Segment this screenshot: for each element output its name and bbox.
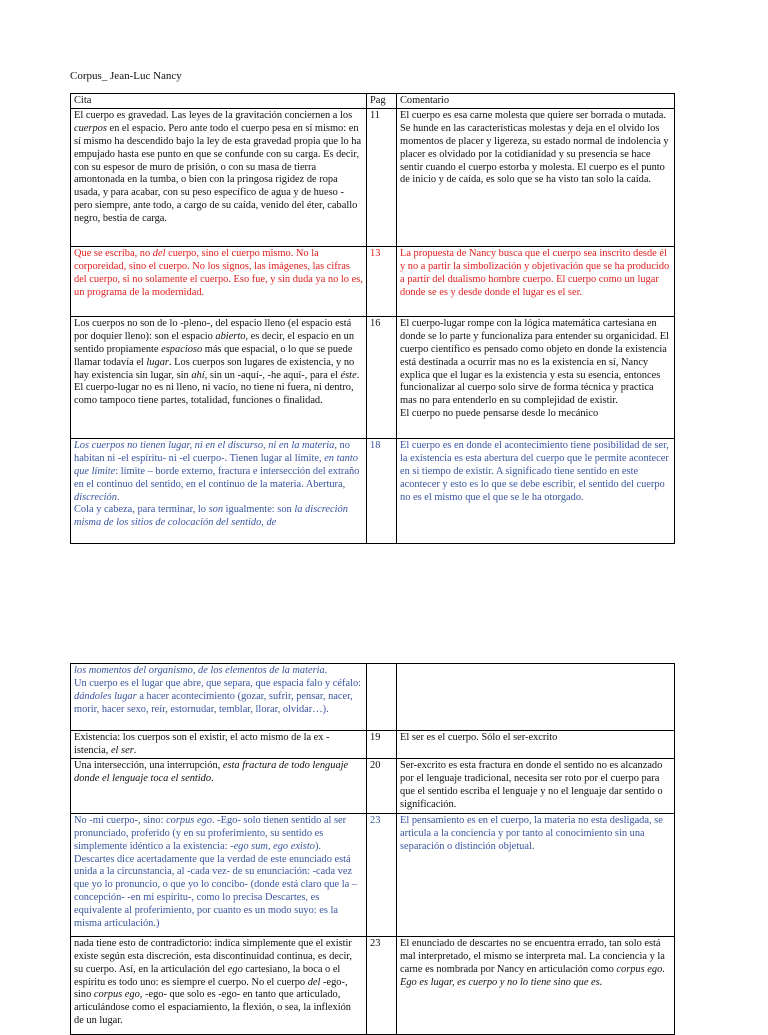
table-row bbox=[71, 108, 675, 246]
quotes-table-continued bbox=[70, 663, 675, 1035]
page-cell: 11 bbox=[367, 108, 397, 246]
quote-cell: Una intersección, una interrupción, esta fractura de todo lenguaje donde el lenguaje toca el sentido. bbox=[71, 758, 367, 813]
table-row bbox=[71, 758, 675, 813]
quote-cell: Los cuerpos no son de lo -pleno-, del espacio lleno (el espacio está por doquier lleno): son el espacio abierto, es decir, el espacio en un sentido propiamente espacioso más que espacial, o lo que se puede llamar todavía el lugar. Los cuerpos son lugares de existencia, y no hay existencia sin lugar, sin ahí, sin un -aquí-, -he aquí-, para el éste. El cuerpo-lugar no es ni lleno, ni vacío, no tiene ni fuera, ni dentro, como tampoco tiene partes, totalidad, funciones o finalidad. bbox=[71, 316, 367, 438]
table-row bbox=[71, 936, 675, 1034]
page-cell: 13 bbox=[367, 246, 397, 316]
quote-cell: Existencia: los cuerpos son el existir, el acto mismo de la ex -istencia, el ser. bbox=[71, 731, 367, 759]
quote-cell: Los cuerpos no tienen lugar, ni en el discurso, ni en la materia, no habitan ni -el espíritu- ni -el cuerpo-. Tienen lugar al límite, en tanto que límite: límite – borde externo, fractura e intersección del extraño en el continuo del sentido, en el continuo de la materia. Abertura, discreción. Cola y cabeza, para terminar, lo son igualmente: son la discreción misma de los sitios de colocación del sentido, de bbox=[71, 438, 367, 543]
comment-cell: El cuerpo es esa carne molesta que quiere ser borrada o mutada. Se hunde en las características molestas y deja en el olvido los momentos de placer y ligereza, su estado normal de indolencia y placer es olvidado por la cotidianidad y su presencia se hace sentir cuando el cuerpo estorba y molesta. El cuerpo es el punto de inicio y de caída, es solo que se ha visto tan solo la caída. bbox=[397, 108, 675, 246]
quote-cell: El cuerpo es gravedad. Las leyes de la gravitación conciernen a los cuerpos en el espacio. Pero ante todo el cuerpo pesa en sí mismo: en sí mismo ha descendido bajo la ley de esta gravedad propia que lo ha empujado hasta ese punto en que se confunde con su carga. Es decir, con su espesor de muro de prisión, o con su masa de tierra amontonada en la tumba, o bien con la pringosa rigidez de ropa usada, y para acabar, con su peso específico de agua y de hueso - pero siempre, ante todo, a cargo de su caída, venido del éter, caballo negro, bestia de carga. bbox=[71, 108, 367, 246]
table-row bbox=[71, 316, 675, 438]
table-row bbox=[71, 438, 675, 543]
page-cell bbox=[367, 664, 397, 731]
table-header-row bbox=[71, 94, 675, 109]
comment-cell bbox=[397, 664, 675, 731]
comment-cell: Ser-excrito es esta fractura en donde el sentido no es alcanzado por el lenguaje tradicional, necesita ser roto por el cuerpo para que el sentido escriba el lenguaje y no el lenguaje dar sentido o significación. bbox=[397, 758, 675, 813]
quote-cell: los momentos del organismo, de los elementos de la materia. Un cuerpo es el lugar que abre, que separa, que espacia falo y céfalo: dándoles lugar a hacer acontecimiento (gozar, sufrir, pensar, nacer, morir, hacer sexo, reír, estornudar, temblar, llorar, olvidar…). bbox=[71, 664, 367, 731]
page-cell: 18 bbox=[367, 438, 397, 543]
header-comentario: Comentario bbox=[397, 94, 675, 109]
page-cell: 19 bbox=[367, 731, 397, 759]
page-cell: 23 bbox=[367, 936, 397, 1034]
quote-cell: No -mi cuerpo-, sino: corpus ego. -Ego- solo tienen sentido al ser pronunciado, proferido (y en su proferimiento, su sentido es simplemente idéntico a la existencia: -ego sum, ego existo). Descartes dice acertadamente que la verdad de este enunciado está unida a la circunstancia, al -cada vez- de su enunciación: -cada vez que yo lo pronuncio, o que yo lo concibo- (donde está claro que la – concepción- -en mi espíritu-, como lo precisa Descartes, es equivalente al proferimiento, por cuanto es un modo suyo: es la misma articulación.) bbox=[71, 813, 367, 936]
comment-cell: El enunciado de descartes no se encuentra errado, tan solo está mal interpretado, el mismo se interpreta mal. La conciencia y la carne es nombrada por Nancy en articulación como corpus ego. Ego es lugar, es cuerpo y no lo tiene sino que es. bbox=[397, 936, 675, 1034]
table-row bbox=[71, 731, 675, 759]
comment-cell: La propuesta de Nancy busca que el cuerpo sea inscrito desde él y no a partir la simbolización y objetivación que se ha producido a partir del dualismo hombre cuerpo. El cuerpo como un lugar donde se es y desde donde el lugar es el ser. bbox=[397, 246, 675, 316]
page-cell: 23 bbox=[367, 813, 397, 936]
page-cell: 20 bbox=[367, 758, 397, 813]
document-title: Corpus_ Jean-Luc Nancy bbox=[70, 70, 182, 82]
table-row bbox=[71, 246, 675, 316]
page-cell: 16 bbox=[367, 316, 397, 438]
header-pag: Pag bbox=[367, 94, 397, 109]
quote-cell: Que se escriba, no del cuerpo, sino el cuerpo mismo. No la corporeidad, sino el cuerpo. No los signos, las imágenes, las cifras del cuerpo, si no solamente el cuerpo. Eso fue, y sin duda ya no lo es, un programa de la modernidad. bbox=[71, 246, 367, 316]
comment-cell: El cuerpo-lugar rompe con la lógica matemática cartesiana en donde se lo parte y funcionaliza para entender su organicidad. El cuerpo científico es pensado como objeto en donde la existencia está destinada a ocurrir mas no es la existencia en sí, Nancy explica que el lugar es la existencia y esta su esencia, entonces funcionalizar al cuerpo solo sirve de forma técnica y practica mas no para entenderlo en su complejidad de existir. El cuerpo no puede pensarse desde lo mecánico bbox=[397, 316, 675, 438]
table-row bbox=[71, 664, 675, 731]
comment-cell: El cuerpo es en donde el acontecimiento tiene posibilidad de ser, la existencia es esta abertura del cuerpo que le permite acontecer en si tiempo de existir. A significado tiene sentido en este acontecer y esto es lo que se debe escribir, el sentido del cuerpo no es el mismo que el que se le ha otorgado. bbox=[397, 438, 675, 543]
quotes-table bbox=[70, 93, 675, 544]
comment-cell: El ser es el cuerpo. Sólo el ser-excrito bbox=[397, 731, 675, 759]
quote-cell: nada tiene esto de contradictorio: indica simplemente que el existir existe según esta discreción, esta discontinuidad continua, es decir, su cuerpo. Así, en la articulación del ego cartesiano, la boca o el espíritu es todo uno: es siempre el cuerpo. No el cuerpo del -ego-, sino corpus ego, -ego- que solo es -ego- en tanto que articulado, articulándose como el espaciamiento, la flexión, o sea, la inflexión de un lugar. bbox=[71, 936, 367, 1034]
header-cita: Cita bbox=[71, 94, 367, 109]
comment-cell: El pensamiento es en el cuerpo, la materia no esta desligada, se articula a la conciencia y por tanto al conocimiento sin una separación o distinción objetual. bbox=[397, 813, 675, 936]
table-row bbox=[71, 813, 675, 936]
